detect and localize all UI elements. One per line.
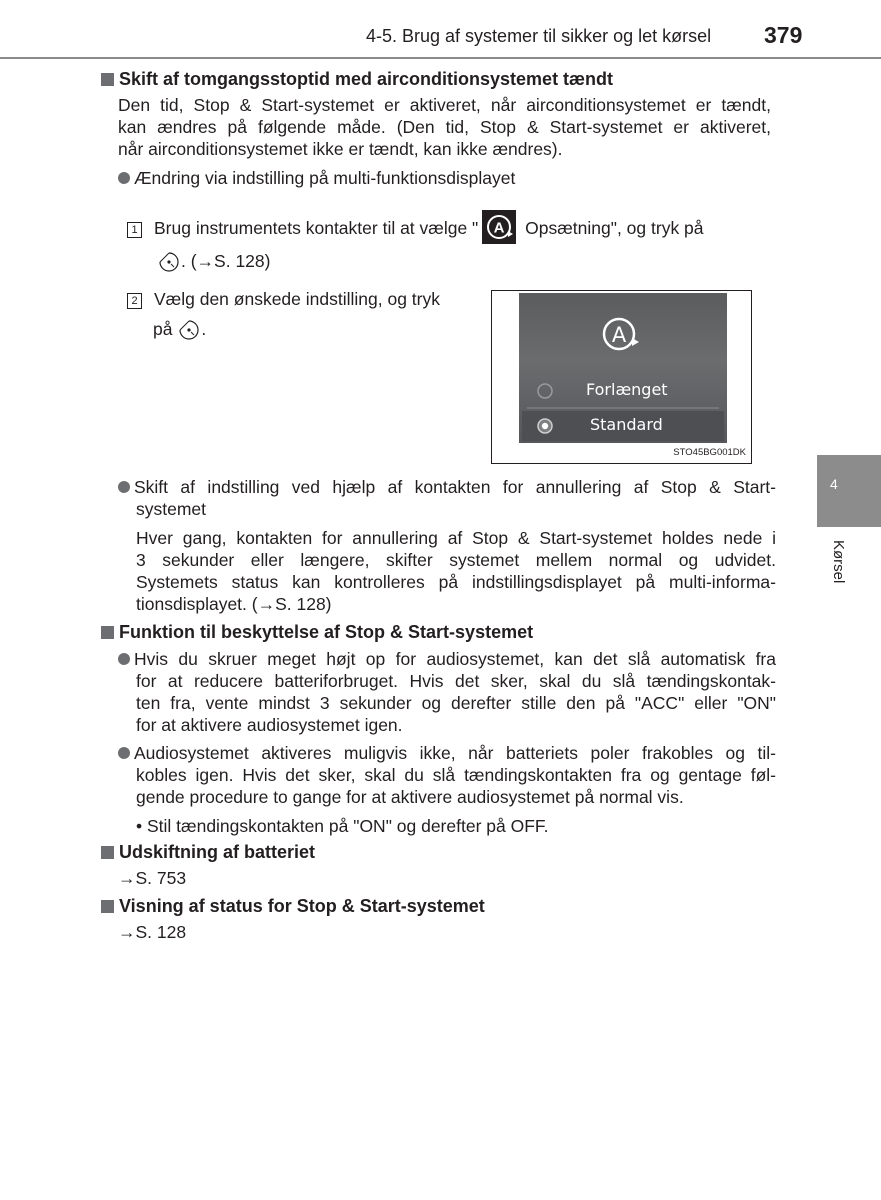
intro-paragraph	[118, 94, 771, 160]
para-line: tionsdisplayet. (→S. 128)	[136, 594, 332, 614]
bullet-text: Skift af indstilling ved hjælp af kontakten for annullering af Stop & Start-	[134, 477, 776, 497]
chapter-number: 4	[830, 476, 838, 492]
option-standard: Standard	[590, 415, 663, 434]
page-reference[interactable]: →S. 128	[118, 922, 187, 942]
enter-dial-icon	[177, 318, 201, 342]
bullet-line: systemet	[136, 499, 207, 519]
bullet-line: gende procedure to gange for at aktivere audiosystemet på normal vis.	[136, 787, 684, 807]
bullet-item	[118, 476, 776, 520]
heading-text: Visning af status for Stop & Start-systemet	[119, 896, 485, 916]
svg-text:A: A	[493, 219, 505, 237]
step-text: på	[153, 319, 173, 339]
para-line: kan ændres på følgende måde. (Den tid, Stop & Start-systemet er aktiveret,	[118, 117, 771, 137]
section-heading	[101, 841, 315, 863]
step-1	[127, 210, 704, 244]
square-bullet-icon	[101, 626, 114, 639]
bullet-line	[118, 476, 776, 498]
chapter-label: Kørsel	[830, 540, 847, 584]
step-1-line2	[157, 250, 270, 274]
display-screen	[519, 293, 727, 443]
bullet-item	[118, 742, 776, 808]
step-text: Brug instrumentets kontakter til at vælge "	[154, 218, 479, 238]
bullet-line	[118, 742, 776, 764]
header-rule	[0, 57, 881, 59]
bullet-line: for at aktivere audiosystemet igen.	[136, 715, 403, 735]
bullet-line	[118, 648, 776, 670]
square-bullet-icon	[101, 73, 114, 86]
para-line: Systemets status kan kontrolleres på indstillingsdisplayet på multi-informa-	[136, 572, 776, 592]
para-line: Den tid, Stop & Start-systemet er aktiveret, når airconditionsystemet er tændt,	[118, 95, 771, 115]
bullet-text: Hvis du skruer meget højt op for audiosystemet, kan det slå automatisk fra	[134, 649, 776, 669]
page-reference[interactable]: →S. 753	[118, 868, 187, 888]
heading-text: Skift af tomgangsstoptid med airconditionsystemet tændt	[119, 69, 614, 89]
section-heading	[101, 68, 613, 90]
round-bullet-icon	[118, 653, 130, 665]
sub-bullet: • Stil tændingskontakten på "ON" og derefter på OFF.	[136, 816, 549, 836]
step-text: Opsætning", og tryk på	[520, 218, 704, 238]
para-line: når airconditionsystemet ikke er tændt, kan ikke ændres).	[118, 139, 563, 159]
bullet-text: Ændring via indstilling på multi-funktionsdisplayet	[134, 168, 516, 188]
option-forlaenget: Forlænget	[586, 380, 668, 399]
section-heading	[101, 895, 485, 917]
page-number: 379	[764, 22, 803, 48]
heading-text: Udskiftning af batteriet	[119, 842, 316, 862]
enter-dial-icon	[157, 250, 181, 274]
para-line: Hver gang, kontakten for annullering af Stop & Start-systemet holdes nede i	[136, 528, 776, 548]
step-2	[127, 288, 440, 310]
step-number: 1	[127, 222, 142, 238]
round-bullet-icon	[118, 481, 130, 493]
bullet-line: kobles igen. Hvis det sker, skal du slå tændingskontakten fra og gentage føl-	[136, 765, 776, 785]
bullet-text: Audiosystemet aktiveres muligvis ikke, når batteriets poler frakobles og til-	[134, 743, 776, 763]
round-bullet-icon	[118, 172, 130, 184]
bullet-line: for at reducere batteriforbruget. Hvis det sker, skal du slå tændingskontak-	[136, 671, 776, 691]
chapter-tab	[817, 455, 881, 527]
bullet-paragraph	[136, 527, 776, 615]
step-number: 2	[127, 293, 142, 309]
bullet-item	[118, 167, 515, 189]
para-line: 3 sekunder eller længere, skifter systemet mellem normal og udvidet.	[136, 550, 776, 570]
step-text: . (→S. 128)	[181, 251, 271, 271]
heading-text: Funktion til beskyttelse af Stop & Start-systemet	[119, 622, 534, 642]
square-bullet-icon	[101, 900, 114, 913]
bullet-line: ten fra, vente mindst 3 sekunder og derefter stille den på "ACC" eller "ON"	[136, 693, 776, 713]
section-title: 4-5. Brug af systemer til sikker og let kørsel	[366, 26, 712, 46]
step-text: Vælg den ønskede indstilling, og tryk	[154, 289, 440, 309]
square-bullet-icon	[101, 846, 114, 859]
section-heading	[101, 621, 533, 643]
round-bullet-icon	[118, 747, 130, 759]
bullet-item	[118, 648, 776, 736]
svg-text:A: A	[611, 323, 627, 347]
settings-a-icon	[482, 210, 516, 244]
image-code: STO45BG001DK	[673, 447, 746, 458]
step-text: .	[201, 319, 207, 339]
step-2-line2	[153, 318, 206, 342]
